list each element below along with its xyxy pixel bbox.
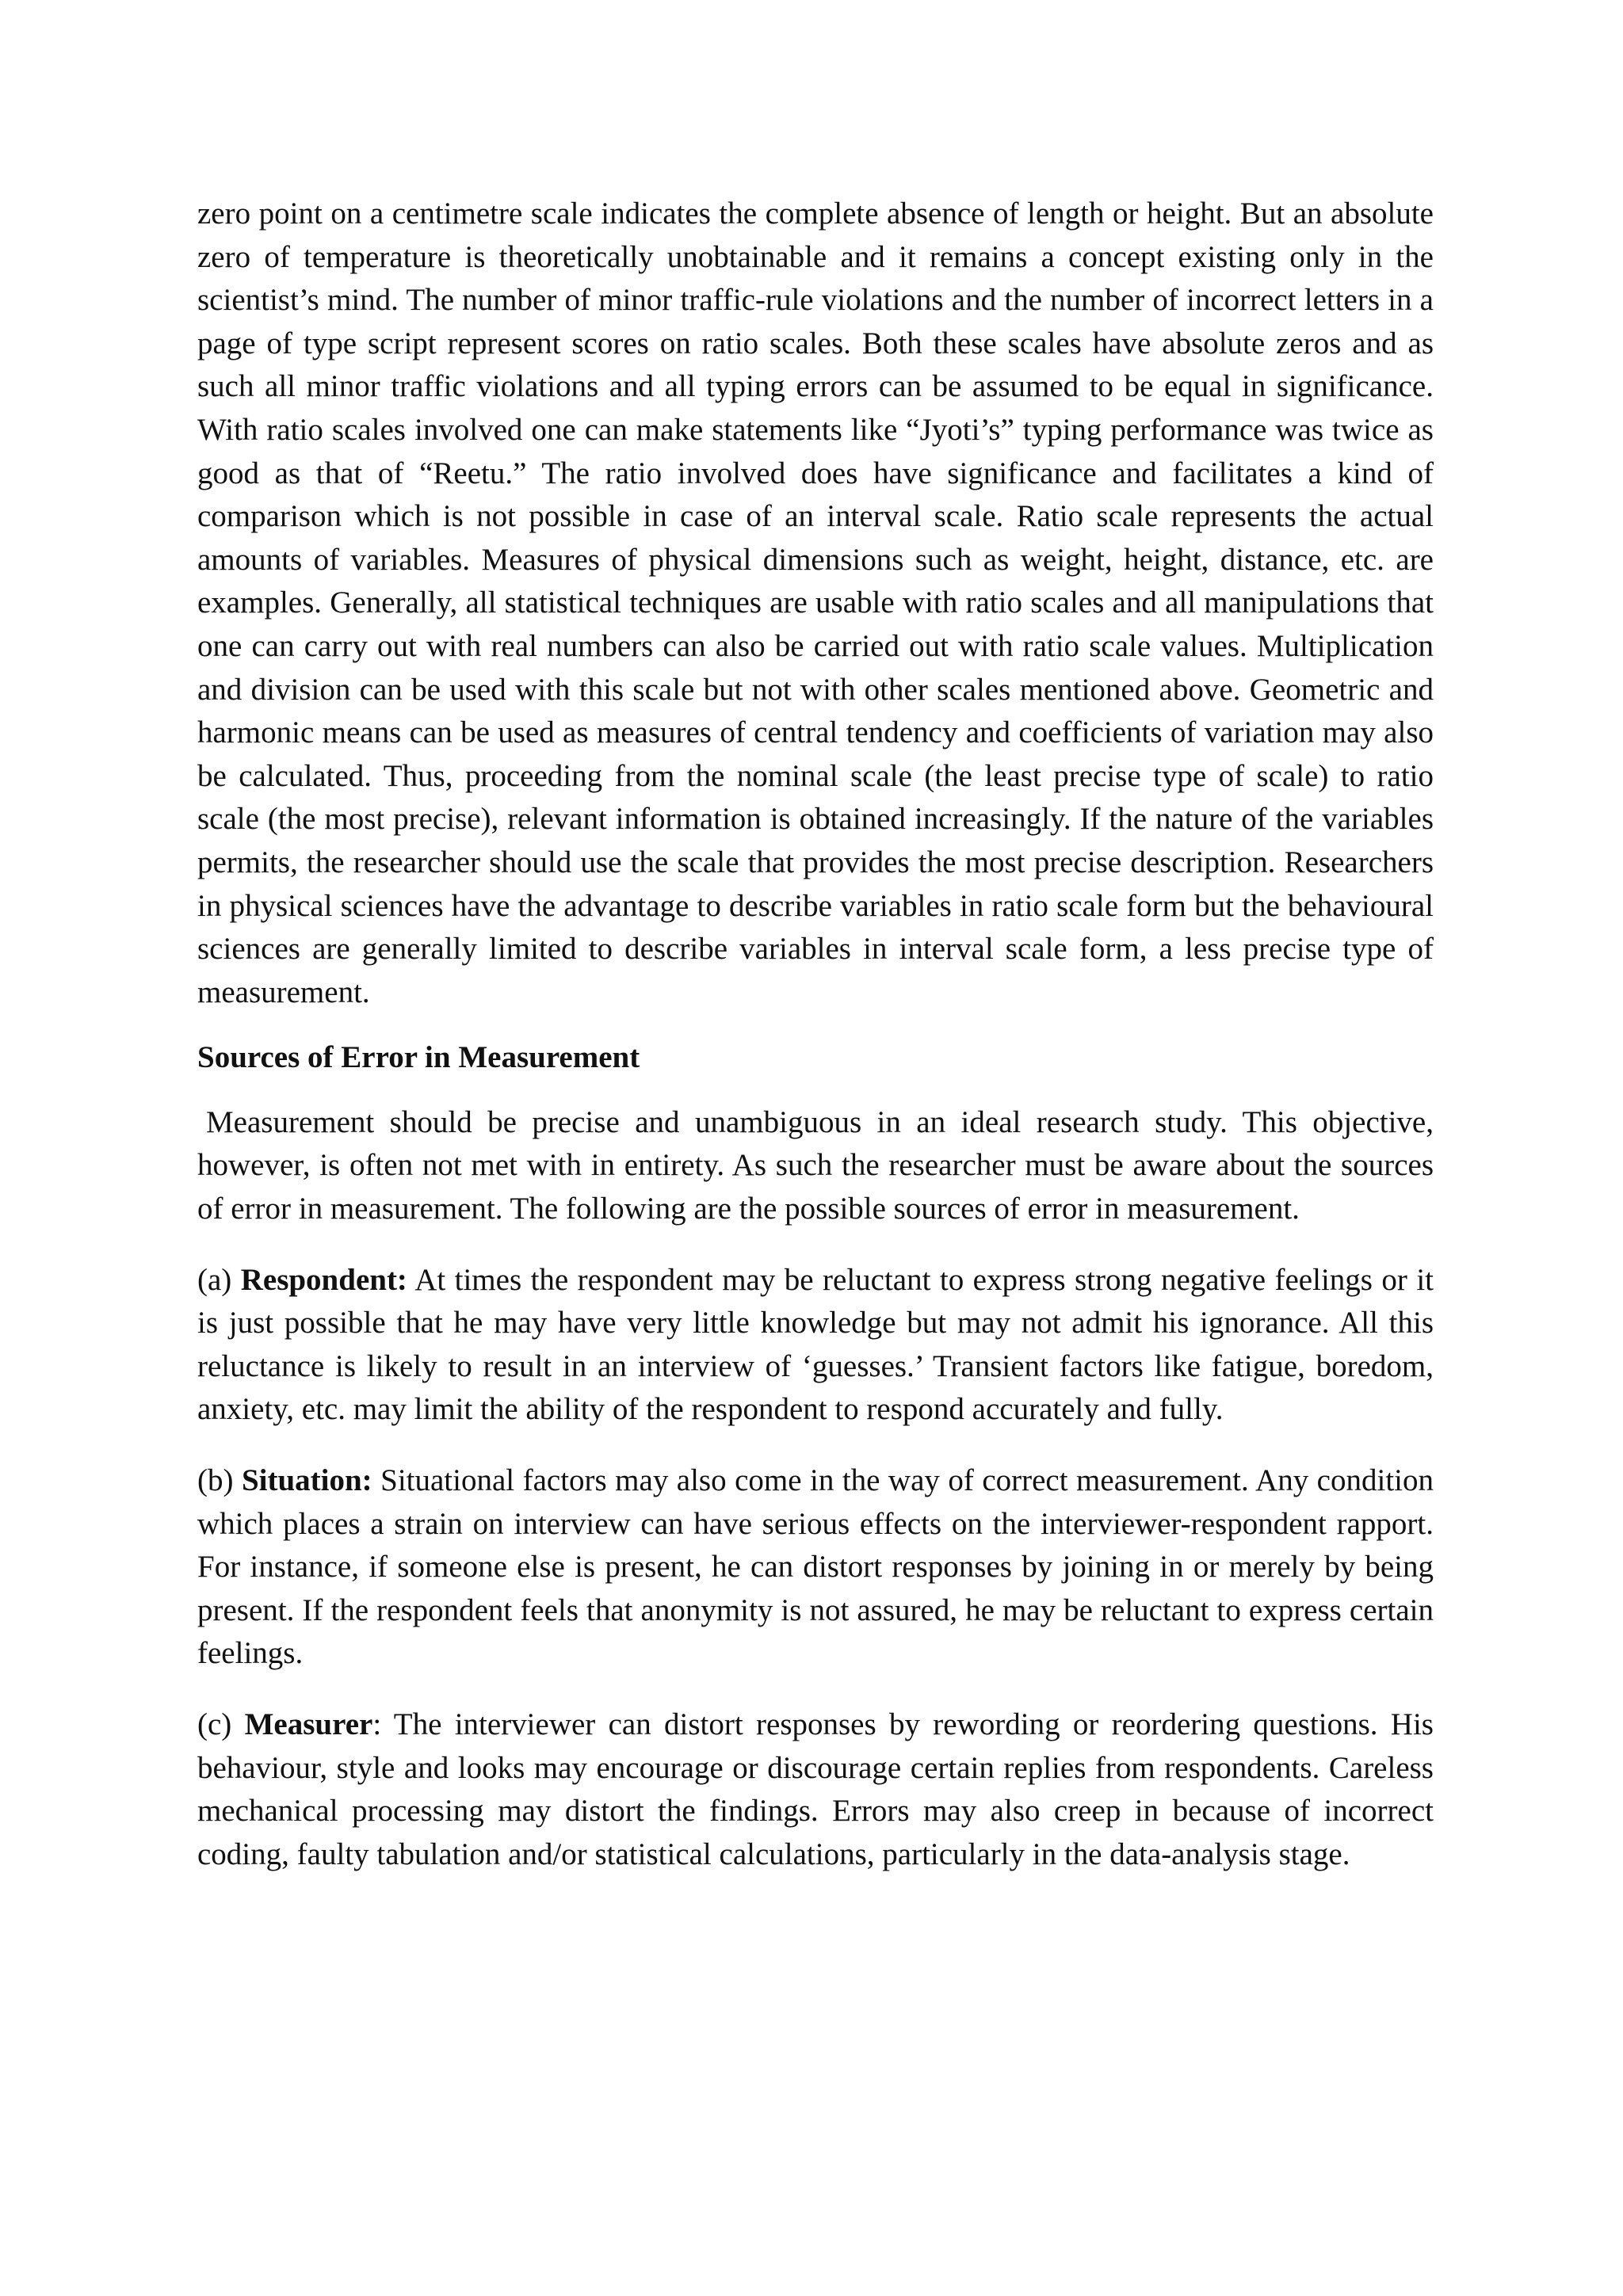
intro-paragraph: zero point on a centimetre scale indicates the complete absence of length or height. But an absolute zero of temperature is theoretically unobtainable and it remains a concept existing only in the scientist’s mind. The number of minor traffic-rule violations and the number of incorrect letters in a page of type script represent scores on ratio scales. Both these scales have absolute zeros and as such all minor traffic violations and all typing errors can be assumed to be equal in significance. With ratio scales involved one can make statements like “Jyoti’s” typing performance was twice as good as that of “Reetu.” The ratio involved does have significance and facilitates a kind of comparison which is not possible in case of an interval scale. Ratio scale represents the actual amounts of variables. Measures of physical dimensions such as weight, height, distance, etc. are examples. Generally, all statistical techniques are usable with ratio scales and all manipulations that one can carry out with real numbers can also be carried out with ratio scale values. Multiplication and division can be used with this scale but not with other scales mentioned above. Geometric and harmonic means can be used as measures of central tendency and coefficients of variation may also be calculated. Thus, proceeding from the nominal scale (the least precise type of scale) to ratio scale (the most precise), relevant information is obtained increasingly. If the nature of the variables permits, the researcher should use the scale that provides the most precise description. Researchers in physical sciences have the advantage to describe variables in ratio scale form but the behavioural sciences are generally limited to describe variables in interval scale form, a less precise type of measurement. bbox=[197, 196, 1434, 1009]
document-page bbox=[197, 193, 1434, 1904]
item-text: At times the respondent may be reluctant to express strong negative feelings or it is just possible that he may have very little knowledge but may not admit his ignorance. All this reluctance is likely to result in an interview of ‘guesses.’ Transient factors like fatigue, boredom, anxiety, etc. may limit the ability of the respondent to respond accurately and fully. bbox=[197, 1262, 1434, 1427]
error-source-situation bbox=[197, 1459, 1434, 1676]
item-term: Respondent: bbox=[240, 1262, 407, 1297]
section-intro-paragraph bbox=[197, 1101, 1434, 1231]
item-prefix: (b) bbox=[197, 1463, 242, 1498]
item-prefix: (a) bbox=[197, 1262, 241, 1297]
item-text: Situational factors may also come in the way of correct measurement. Any condition which places a strain on interview can have serious effects on the interviewer-respondent rapport. For instance, if someone else is present, he can distort responses by joining in or merely by being present. If the respondent feels that anonymity is not assured, he may be reluctant to express certain feelings. bbox=[197, 1463, 1434, 1671]
section-heading: Sources of Error in Measurement bbox=[197, 1040, 640, 1075]
item-prefix: (c) bbox=[197, 1707, 245, 1741]
item-text: : The interviewer can distort responses by rewording or reordering questions. His behaviour, style and looks may encourage or discourage certain replies from respondents. Careless mechanical processing may distort the findings. Errors may also creep in because of incorrect coding, faulty tabulation and/or statistical calculations, particularly in the data-analysis stage. bbox=[197, 1707, 1434, 1871]
item-term: Measurer bbox=[244, 1707, 373, 1741]
error-source-respondent bbox=[197, 1259, 1434, 1432]
item-term: Situation: bbox=[241, 1463, 372, 1498]
section-intro-text: Measurement should be precise and unambiguous in an ideal research study. This objective, however, is often not met with in entirety. As such the researcher must be aware about the sources of error in measurement. The following are the possible sources of error in measurement. bbox=[197, 1104, 1434, 1226]
error-source-measurer bbox=[197, 1703, 1434, 1876]
